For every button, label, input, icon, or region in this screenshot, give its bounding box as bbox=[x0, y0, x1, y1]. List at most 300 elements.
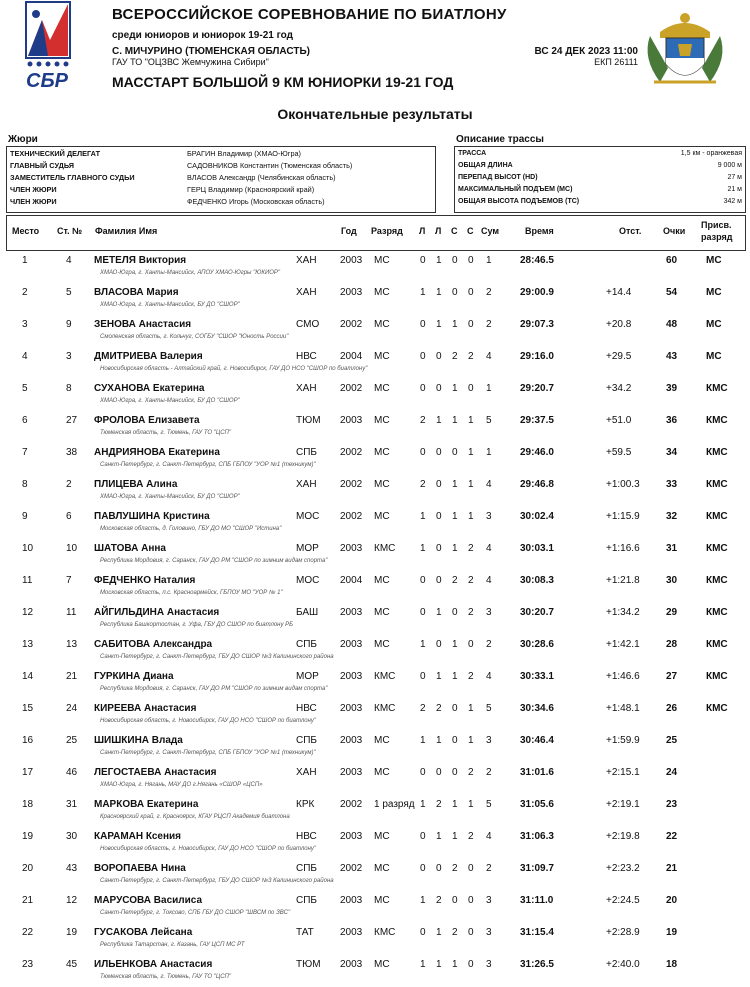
ekp-number: ЕКП 26111 bbox=[594, 57, 638, 67]
athlete-affiliation: Красноярский край, г. Красноярск, КГАУ РЦСП Академия биатлона bbox=[100, 814, 290, 820]
awarded-cell: КМС bbox=[706, 543, 728, 554]
place-cell: 19 bbox=[22, 831, 34, 842]
athlete-affiliation: Тюменская область, г. Тюмень, ГАУ ТО "ЦСП" bbox=[100, 974, 232, 980]
bib-cell: 19 bbox=[66, 927, 78, 938]
results-header bbox=[6, 215, 746, 251]
shoot3-cell: 0 bbox=[452, 255, 458, 266]
jury-role: ЧЛЕН ЖЮРИ bbox=[10, 197, 57, 206]
time-cell: 29:00.9 bbox=[520, 287, 554, 298]
shoot2-cell: 1 bbox=[436, 831, 442, 842]
place-cell: 2 bbox=[22, 287, 28, 298]
shoot3-cell: 1 bbox=[452, 479, 458, 490]
bib-cell: 5 bbox=[66, 287, 72, 298]
athlete-name: МАРУСОВА Василиса bbox=[94, 895, 203, 906]
shoot2-cell: 0 bbox=[436, 767, 442, 778]
region-cell: СПБ bbox=[296, 735, 317, 746]
year-cell: 2002 bbox=[340, 447, 363, 458]
track-key: МАКСИМАЛЬНЫЙ ПОДЪЕМ (MC) bbox=[458, 186, 573, 193]
diff-cell: +1:34.2 bbox=[606, 607, 640, 618]
shoot4-cell: 0 bbox=[468, 319, 474, 330]
shoot4-cell: 2 bbox=[468, 607, 474, 618]
table-row bbox=[6, 411, 744, 443]
points-cell: 21 bbox=[666, 863, 678, 874]
time-cell: 30:03.1 bbox=[520, 543, 554, 554]
shoot3-cell: 0 bbox=[452, 607, 458, 618]
shoot3-cell: 1 bbox=[452, 831, 458, 842]
diff-cell: +1:46.6 bbox=[606, 671, 640, 682]
rank-cell: МС bbox=[374, 479, 390, 490]
place-cell: 4 bbox=[22, 351, 28, 362]
col-awarded-1: Присв. bbox=[701, 220, 732, 230]
athlete-name: ЗЕНОВА Анастасия bbox=[94, 319, 192, 330]
region-cell: ХАН bbox=[296, 255, 317, 266]
diff-cell: +1:48.1 bbox=[606, 703, 640, 714]
shoot4-cell: 0 bbox=[468, 287, 474, 298]
points-cell: 32 bbox=[666, 511, 678, 522]
table-row bbox=[6, 731, 744, 763]
sum-cell: 2 bbox=[486, 319, 492, 330]
col-sum: Сум bbox=[481, 226, 500, 236]
awarded-cell: КМС bbox=[706, 511, 728, 522]
athlete-affiliation: ХМАО-Югра, г. Нягань, МАУ ДО г.Нягань «СШОР «ЦСП» bbox=[100, 782, 263, 788]
diff-cell: +34.2 bbox=[606, 383, 632, 394]
athlete-affiliation: Московская область, п.с. Красноармейск, ГБПОУ МО "УОР № 1" bbox=[100, 590, 283, 596]
shoot3-cell: 0 bbox=[452, 287, 458, 298]
shoot4-cell: 1 bbox=[468, 799, 474, 810]
place-cell: 13 bbox=[22, 639, 34, 650]
shoot4-cell: 2 bbox=[468, 543, 474, 554]
athlete-affiliation: Республика Башкортостан, г. Уфа, ГБУ ДО СШОР по биатлону РБ bbox=[100, 622, 294, 628]
diff-cell: +2:23.2 bbox=[606, 863, 640, 874]
shoot1-cell: 1 bbox=[420, 639, 426, 650]
shoot2-cell: 2 bbox=[436, 895, 442, 906]
diff-cell: +20.8 bbox=[606, 319, 632, 330]
rank-cell: МС bbox=[374, 959, 390, 970]
shoot1-cell: 2 bbox=[420, 415, 426, 426]
time-cell: 31:01.6 bbox=[520, 767, 554, 778]
col-s3: С bbox=[451, 226, 458, 236]
time-cell: 29:16.0 bbox=[520, 351, 554, 362]
region-cell: НВС bbox=[296, 351, 317, 362]
year-cell: 2003 bbox=[340, 415, 363, 426]
awarded-cell: КМС bbox=[706, 671, 728, 682]
table-row bbox=[6, 699, 744, 731]
place-cell: 16 bbox=[22, 735, 34, 746]
region-cell: МОР bbox=[296, 671, 319, 682]
track-row bbox=[455, 149, 745, 159]
year-cell: 2003 bbox=[340, 639, 363, 650]
region-cell: СПБ bbox=[296, 863, 317, 874]
table-row bbox=[6, 379, 744, 411]
shoot2-cell: 1 bbox=[436, 671, 442, 682]
shoot4-cell: 1 bbox=[468, 447, 474, 458]
sum-cell: 4 bbox=[486, 351, 492, 362]
rank-cell: МС bbox=[374, 511, 390, 522]
jury-member: САДОВНИКОВ Константин (Тюменская область) bbox=[187, 161, 353, 170]
awarded-cell: КМС bbox=[706, 479, 728, 490]
bib-cell: 46 bbox=[66, 767, 78, 778]
table-row bbox=[6, 603, 744, 635]
shoot4-cell: 1 bbox=[468, 511, 474, 522]
shoot2-cell: 0 bbox=[436, 351, 442, 362]
col-points: Очки bbox=[663, 226, 686, 236]
sbr-logo bbox=[22, 0, 74, 98]
bib-cell: 45 bbox=[66, 959, 78, 970]
shoot1-cell: 0 bbox=[420, 383, 426, 394]
athlete-affiliation: Новосибирская область - Алтайский край, г. Новосибирск, ГАУ ДО НСО "СШОР по биатлону" bbox=[100, 366, 368, 372]
shoot1-cell: 0 bbox=[420, 351, 426, 362]
shoot1-cell: 1 bbox=[420, 543, 426, 554]
jury-role: ЧЛЕН ЖЮРИ bbox=[10, 185, 57, 194]
year-cell: 2003 bbox=[340, 255, 363, 266]
track-value: 21 м bbox=[727, 186, 742, 193]
shoot1-cell: 1 bbox=[420, 799, 426, 810]
jury-role: ГЛАВНЫЙ СУДЬЯ bbox=[10, 161, 75, 170]
sum-cell: 3 bbox=[486, 607, 492, 618]
athlete-affiliation: Республика Мордовия, г. Саранск, ГАУ ДО РМ "СШОР по зимним видам спорта" bbox=[100, 686, 328, 692]
sum-cell: 3 bbox=[486, 511, 492, 522]
time-cell: 30:46.4 bbox=[520, 735, 554, 746]
track-key: ПЕРЕПАД ВЫСОТ (HD) bbox=[458, 174, 538, 181]
track-title: Описание трассы bbox=[456, 134, 544, 145]
shoot4-cell: 0 bbox=[468, 255, 474, 266]
athlete-affiliation: ХМАО-Югра, г. Ханты-Мансийск, БУ ДО "СШОР" bbox=[100, 398, 240, 404]
shoot1-cell: 2 bbox=[420, 703, 426, 714]
shoot2-cell: 1 bbox=[436, 287, 442, 298]
col-time: Время bbox=[525, 226, 554, 236]
shoot4-cell: 0 bbox=[468, 959, 474, 970]
athlete-name: ДМИТРИЕВА Валерия bbox=[94, 351, 203, 362]
shoot4-cell: 2 bbox=[468, 767, 474, 778]
year-cell: 2003 bbox=[340, 895, 363, 906]
place-cell: 20 bbox=[22, 863, 34, 874]
diff-cell: +1:16.6 bbox=[606, 543, 640, 554]
points-cell: 48 bbox=[666, 319, 678, 330]
diff-cell: +1:59.9 bbox=[606, 735, 640, 746]
shoot1-cell: 1 bbox=[420, 895, 426, 906]
shoot3-cell: 0 bbox=[452, 735, 458, 746]
track-row bbox=[455, 197, 745, 207]
place-cell: 15 bbox=[22, 703, 34, 714]
points-cell: 24 bbox=[666, 767, 678, 778]
table-row bbox=[6, 859, 744, 891]
shoot1-cell: 0 bbox=[420, 319, 426, 330]
rank-cell: МС bbox=[374, 575, 390, 586]
awarded-cell: КМС bbox=[706, 607, 728, 618]
shoot1-cell: 1 bbox=[420, 287, 426, 298]
shoot2-cell: 1 bbox=[436, 415, 442, 426]
year-cell: 2004 bbox=[340, 575, 363, 586]
region-cell: СМО bbox=[296, 319, 320, 330]
track-key: ТРАССА bbox=[458, 150, 487, 157]
bib-cell: 2 bbox=[66, 479, 72, 490]
athlete-name: АЙГИЛЬДИНА Анастасия bbox=[94, 607, 220, 618]
region-cell: СПБ bbox=[296, 639, 317, 650]
track-row bbox=[455, 161, 745, 171]
region-cell: ХАН bbox=[296, 767, 317, 778]
col-s1: Л bbox=[419, 226, 426, 236]
diff-cell: +2:19.1 bbox=[606, 799, 640, 810]
shoot4-cell: 1 bbox=[468, 735, 474, 746]
region-cell: ТАТ bbox=[296, 927, 314, 938]
shoot4-cell: 0 bbox=[468, 895, 474, 906]
shoot1-cell: 0 bbox=[420, 927, 426, 938]
event-date: ВС 24 ДЕК 2023 11:00 bbox=[534, 46, 638, 57]
sum-cell: 1 bbox=[486, 255, 492, 266]
athlete-name: ЛЕГОСТАЕВА Анастасия bbox=[94, 767, 217, 778]
shoot2-cell: 0 bbox=[436, 863, 442, 874]
shoot4-cell: 0 bbox=[468, 639, 474, 650]
table-row bbox=[6, 955, 744, 987]
bib-cell: 12 bbox=[66, 895, 78, 906]
sum-cell: 4 bbox=[486, 543, 492, 554]
bib-cell: 27 bbox=[66, 415, 78, 426]
jury-row bbox=[7, 173, 435, 183]
athlete-affiliation: Санкт-Петербург, г. Санкт-Петербург, СПБ ГБПОУ "УОР №1 (техникум)" bbox=[100, 462, 316, 468]
rank-cell: КМС bbox=[374, 703, 396, 714]
athlete-affiliation: Санкт-Петербург, г. Санкт-Петербург, ГБУ ДО СШОР №3 Калининского района bbox=[100, 878, 334, 884]
shoot4-cell: 0 bbox=[468, 863, 474, 874]
jury-member: ГЕРЦ Владимир (Красноярский край) bbox=[187, 185, 315, 194]
athlete-name: АНДРИЯНОВА Екатерина bbox=[94, 447, 220, 458]
year-cell: 2003 bbox=[340, 927, 363, 938]
diff-cell: +2:28.9 bbox=[606, 927, 640, 938]
points-cell: 29 bbox=[666, 607, 678, 618]
table-row bbox=[6, 347, 744, 379]
shoot1-cell: 0 bbox=[420, 447, 426, 458]
points-cell: 39 bbox=[666, 383, 678, 394]
points-cell: 36 bbox=[666, 415, 678, 426]
table-row bbox=[6, 507, 744, 539]
place-cell: 8 bbox=[22, 479, 28, 490]
bib-cell: 7 bbox=[66, 575, 72, 586]
sum-cell: 3 bbox=[486, 927, 492, 938]
track-row bbox=[455, 185, 745, 195]
table-row bbox=[6, 251, 744, 283]
sum-cell: 2 bbox=[486, 767, 492, 778]
athlete-affiliation: Санкт-Петербург, г. Токсово, СПБ ГБУ ДО СШОР "ШВСМ по ЗВС" bbox=[100, 910, 291, 916]
bib-cell: 30 bbox=[66, 831, 78, 842]
bib-cell: 43 bbox=[66, 863, 78, 874]
points-cell: 18 bbox=[666, 959, 678, 970]
diff-cell: +51.0 bbox=[606, 415, 632, 426]
place-cell: 3 bbox=[22, 319, 28, 330]
rank-cell: МС bbox=[374, 735, 390, 746]
bib-cell: 9 bbox=[66, 319, 72, 330]
sum-cell: 4 bbox=[486, 479, 492, 490]
time-cell: 29:20.7 bbox=[520, 383, 554, 394]
jury-member: ФЕДЧЕНКО Игорь (Московская область) bbox=[187, 197, 325, 206]
athlete-name: ФРОЛОВА Елизавета bbox=[94, 415, 200, 426]
shoot2-cell: 1 bbox=[436, 927, 442, 938]
time-cell: 31:05.6 bbox=[520, 799, 554, 810]
table-row bbox=[6, 475, 744, 507]
sum-cell: 2 bbox=[486, 287, 492, 298]
sum-cell: 3 bbox=[486, 895, 492, 906]
points-cell: 34 bbox=[666, 447, 678, 458]
col-s2: Л bbox=[435, 226, 442, 236]
year-cell: 2003 bbox=[340, 607, 363, 618]
diff-cell: +1:00.3 bbox=[606, 479, 640, 490]
rank-cell: КМС bbox=[374, 543, 396, 554]
points-cell: 23 bbox=[666, 799, 678, 810]
diff-cell: +2:15.1 bbox=[606, 767, 640, 778]
athlete-affiliation: Смоленская область, г. Кольчуг, СОГБУ "СШОР "Юность России" bbox=[100, 334, 289, 340]
shoot1-cell: 0 bbox=[420, 863, 426, 874]
time-cell: 30:28.6 bbox=[520, 639, 554, 650]
track-box bbox=[454, 146, 746, 213]
time-cell: 31:15.4 bbox=[520, 927, 554, 938]
athlete-name: ВЛАСОВА Мария bbox=[94, 287, 179, 298]
points-cell: 43 bbox=[666, 351, 678, 362]
track-value: 1,5 км - оранжевая bbox=[680, 150, 742, 157]
shoot1-cell: 0 bbox=[420, 671, 426, 682]
time-cell: 28:46.5 bbox=[520, 255, 554, 266]
shoot3-cell: 1 bbox=[452, 671, 458, 682]
jury-row bbox=[7, 149, 435, 159]
shoot3-cell: 2 bbox=[452, 351, 458, 362]
shoot2-cell: 1 bbox=[436, 255, 442, 266]
year-cell: 2002 bbox=[340, 319, 363, 330]
shoot2-cell: 2 bbox=[436, 703, 442, 714]
athlete-name: ВОРОПАЕВА Нина bbox=[94, 863, 186, 874]
jury-title: Жюри bbox=[8, 134, 38, 145]
shoot2-cell: 0 bbox=[436, 639, 442, 650]
col-diff: Отст. bbox=[619, 226, 642, 236]
place-cell: 10 bbox=[22, 543, 34, 554]
athlete-affiliation: Новосибирская область, г. Новосибирск, ГАУ ДО НСО "СШОР по биатлону" bbox=[100, 718, 317, 724]
col-year: Год bbox=[341, 226, 357, 236]
rank-cell: МС bbox=[374, 319, 390, 330]
points-cell: 33 bbox=[666, 479, 678, 490]
jury-row bbox=[7, 197, 435, 207]
region-cell: ХАН bbox=[296, 479, 317, 490]
diff-cell: +2:24.5 bbox=[606, 895, 640, 906]
track-value: 342 м bbox=[723, 198, 742, 205]
place-cell: 17 bbox=[22, 767, 34, 778]
shoot3-cell: 0 bbox=[452, 895, 458, 906]
shoot3-cell: 2 bbox=[452, 927, 458, 938]
region-cell: ХАН bbox=[296, 287, 317, 298]
rank-cell: МС bbox=[374, 767, 390, 778]
shoot3-cell: 1 bbox=[452, 511, 458, 522]
shoot1-cell: 0 bbox=[420, 607, 426, 618]
jury-member: ВЛАСОВ Александр (Челябинская область) bbox=[187, 173, 336, 182]
track-row bbox=[455, 173, 745, 183]
region-cell: СПБ bbox=[296, 447, 317, 458]
shoot2-cell: 0 bbox=[436, 383, 442, 394]
sum-cell: 5 bbox=[486, 799, 492, 810]
shoot1-cell: 0 bbox=[420, 255, 426, 266]
sum-cell: 4 bbox=[486, 575, 492, 586]
time-cell: 29:46.8 bbox=[520, 479, 554, 490]
year-cell: 2003 bbox=[340, 959, 363, 970]
athlete-affiliation: Республика Татарстан, г. Казань, ГАУ ЦСП МС РТ bbox=[100, 942, 245, 948]
region-cell: СПБ bbox=[296, 895, 317, 906]
bib-cell: 31 bbox=[66, 799, 78, 810]
region-cell: МОС bbox=[296, 575, 320, 586]
athlete-name: ФЕДЧЕНКО Наталия bbox=[94, 575, 196, 586]
year-cell: 2003 bbox=[340, 831, 363, 842]
place-cell: 11 bbox=[22, 575, 33, 586]
bib-cell: 4 bbox=[66, 255, 72, 266]
points-cell: 54 bbox=[666, 287, 678, 298]
year-cell: 2003 bbox=[340, 703, 363, 714]
sum-cell: 2 bbox=[486, 639, 492, 650]
shoot2-cell: 0 bbox=[436, 543, 442, 554]
sum-cell: 2 bbox=[486, 863, 492, 874]
athlete-name: МЕТЕЛЯ Виктория bbox=[94, 255, 187, 266]
jury-role: ТЕХНИЧЕСКИЙ ДЕЛЕГАТ bbox=[10, 149, 101, 158]
sum-cell: 5 bbox=[486, 415, 492, 426]
points-cell: 26 bbox=[666, 703, 678, 714]
rank-cell: МС bbox=[374, 863, 390, 874]
time-cell: 30:08.3 bbox=[520, 575, 554, 586]
rank-cell: МС bbox=[374, 351, 390, 362]
shoot3-cell: 1 bbox=[452, 543, 458, 554]
region-cell: БАШ bbox=[296, 607, 319, 618]
athlete-name: ПАВЛУШИНА Кристина bbox=[94, 511, 210, 522]
results-table bbox=[6, 251, 744, 987]
table-row bbox=[6, 635, 744, 667]
shoot2-cell: 0 bbox=[436, 511, 442, 522]
shoot3-cell: 0 bbox=[452, 767, 458, 778]
rank-cell: МС bbox=[374, 607, 390, 618]
awarded-cell: КМС bbox=[706, 575, 728, 586]
shoot3-cell: 1 bbox=[452, 799, 458, 810]
shoot2-cell: 2 bbox=[436, 799, 442, 810]
time-cell: 31:11.0 bbox=[520, 895, 554, 906]
bib-cell: 24 bbox=[66, 703, 78, 714]
time-cell: 31:09.7 bbox=[520, 863, 554, 874]
rank-cell: КМС bbox=[374, 671, 396, 682]
diff-cell: +29.5 bbox=[606, 351, 632, 362]
shoot4-cell: 0 bbox=[468, 383, 474, 394]
year-cell: 2003 bbox=[340, 543, 363, 554]
year-cell: 2003 bbox=[340, 735, 363, 746]
region-cell: МОР bbox=[296, 543, 319, 554]
col-s4: С bbox=[467, 226, 474, 236]
col-place: Место bbox=[12, 226, 40, 236]
athlete-name: КИРЕЕВА Анастасия bbox=[94, 703, 197, 714]
region-cell: ТЮМ bbox=[296, 959, 321, 970]
awarded-cell: МС bbox=[706, 287, 722, 298]
track-value: 9 000 м bbox=[717, 162, 742, 169]
shoot1-cell: 0 bbox=[420, 767, 426, 778]
athlete-affiliation: Республика Мордовия, г. Саранск, ГАУ ДО РМ "СШОР по зимним видам спорта" bbox=[100, 558, 328, 564]
rank-cell: КМС bbox=[374, 927, 396, 938]
region-cell: НВС bbox=[296, 831, 317, 842]
diff-cell: +2:19.8 bbox=[606, 831, 640, 842]
shoot3-cell: 1 bbox=[452, 415, 458, 426]
bib-cell: 10 bbox=[66, 543, 78, 554]
shoot1-cell: 0 bbox=[420, 831, 426, 842]
place-cell: 23 bbox=[22, 959, 34, 970]
jury-member: БРАГИН Владимир (ХМАО-Югра) bbox=[187, 149, 301, 158]
athlete-name: МАРКОВА Екатерина bbox=[94, 799, 199, 810]
time-cell: 31:26.5 bbox=[520, 959, 554, 970]
points-cell: 30 bbox=[666, 575, 678, 586]
athlete-name: КАРАМАН Ксения bbox=[94, 831, 182, 842]
diff-cell: +2:40.0 bbox=[606, 959, 640, 970]
sum-cell: 1 bbox=[486, 447, 492, 458]
competition-subtitle: среди юниоров и юниорок 19-21 год bbox=[112, 30, 293, 41]
bib-cell: 8 bbox=[66, 383, 72, 394]
athlete-name: ШАТОВА Анна bbox=[94, 543, 166, 554]
track-value: 27 м bbox=[727, 174, 742, 181]
track-key: ОБЩАЯ ДЛИНА bbox=[458, 162, 513, 169]
athlete-name: САБИТОВА Александра bbox=[94, 639, 213, 650]
